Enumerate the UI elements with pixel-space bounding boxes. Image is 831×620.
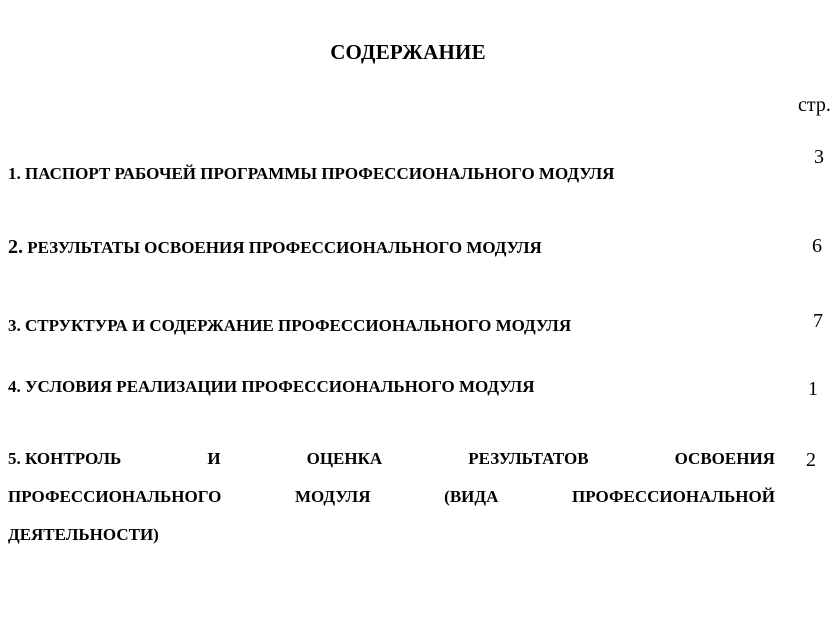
toc-word: 5. КОНТРОЛЬ xyxy=(8,449,122,468)
toc-item-line xyxy=(8,516,775,554)
toc-item-5[interactable] xyxy=(8,440,775,554)
toc-item-text: ПАСПОРТ РАБОЧЕЙ ПРОГРАММЫ ПРОФЕССИОНАЛЬНОГО МОДУЛЯ xyxy=(25,164,615,183)
toc-item-4[interactable] xyxy=(8,377,534,397)
toc-item-number: 2. xyxy=(8,236,23,258)
toc-item-text: УСЛОВИЯ РЕАЛИЗАЦИИ ПРОФЕССИОНАЛЬНОГО МОДУЛЯ xyxy=(25,377,535,396)
toc-item-number: 3. xyxy=(8,316,21,335)
toc-item-number: 4. xyxy=(8,377,21,396)
toc-item-line xyxy=(8,440,775,478)
toc-word: (ВИДА xyxy=(444,487,499,506)
toc-word: МОДУЛЯ xyxy=(295,487,371,506)
page-column-label: стр. xyxy=(798,94,831,116)
toc-item-text: РЕЗУЛЬТАТЫ ОСВОЕНИЯ ПРОФЕССИОНАЛЬНОГО МОДУЛЯ xyxy=(27,238,542,257)
toc-item-2[interactable] xyxy=(8,236,542,259)
toc-word: ОСВОЕНИЯ xyxy=(674,449,775,468)
toc-word: И xyxy=(207,449,221,468)
toc-page-number: 6 xyxy=(812,235,822,257)
toc-item-3[interactable] xyxy=(8,316,571,336)
toc-item-1[interactable] xyxy=(8,164,614,184)
toc-word: ПРОФЕССИОНАЛЬНОГО xyxy=(8,487,222,506)
toc-item-number: 1. xyxy=(8,164,21,183)
toc-word: РЕЗУЛЬТАТОВ xyxy=(468,449,589,468)
toc-item-line xyxy=(8,478,775,516)
toc-page-number: 3 xyxy=(814,146,824,168)
toc-page-number: 2 xyxy=(806,449,816,471)
page-title: СОДЕРЖАНИЕ xyxy=(330,40,486,64)
toc-word: ОЦЕНКА xyxy=(306,449,383,468)
toc-word: ДЕЯТЕЛЬНОСТИ) xyxy=(8,525,159,544)
toc-item-text: СТРУКТУРА И СОДЕРЖАНИЕ ПРОФЕССИОНАЛЬНОГО МОДУЛЯ xyxy=(25,316,572,335)
toc-page-number: 1 xyxy=(808,378,818,400)
toc-page-number: 7 xyxy=(813,310,823,332)
toc-word: ПРОФЕССИОНАЛЬНОЙ xyxy=(572,487,775,506)
